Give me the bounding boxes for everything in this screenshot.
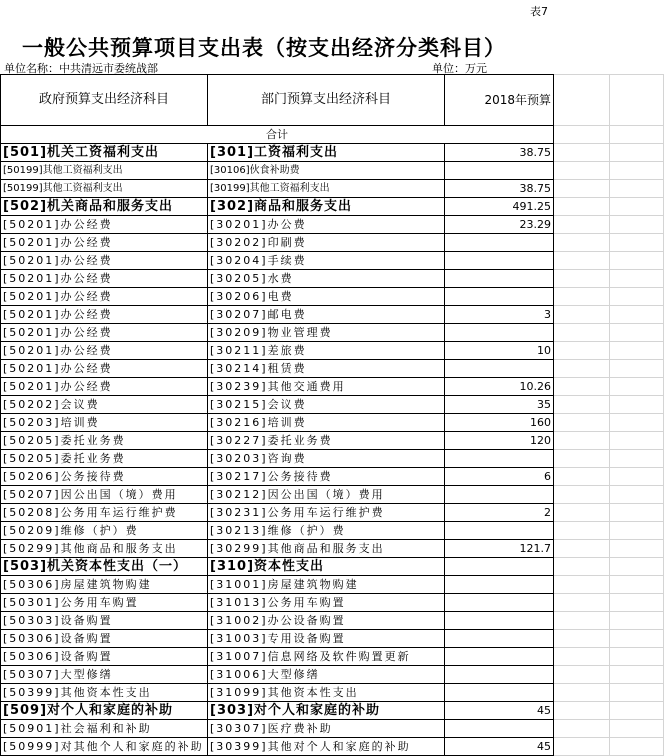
empty-cell — [554, 684, 610, 702]
empty-cell — [610, 540, 664, 558]
table-row — [1, 630, 664, 648]
dept-subject-cell: [31002]办公设备购置 — [208, 612, 445, 630]
gov-subject-cell: [50999]对其他个人和家庭的补助 — [1, 738, 208, 756]
empty-cell — [610, 612, 664, 630]
empty-cell — [554, 180, 610, 198]
budget-amount-cell: 45 — [445, 702, 554, 720]
table-row — [1, 162, 664, 180]
empty-cell — [554, 144, 610, 162]
page-title: 一般公共预算项目支出表（按支出经济分类科目） — [22, 36, 506, 60]
table-row — [1, 720, 664, 738]
empty-cell — [554, 288, 610, 306]
gov-subject-cell: [50303]设备购置 — [1, 612, 208, 630]
table-row — [1, 396, 664, 414]
budget-amount-cell: 38.75 — [445, 180, 554, 198]
header-gov-subject: 政府预算支出经济科目 — [1, 75, 208, 126]
empty-cell — [610, 306, 664, 324]
budget-amount-cell — [445, 720, 554, 738]
gov-subject-cell: [50901]社会福利和补助 — [1, 720, 208, 738]
dept-subject-cell: [303]对个人和家庭的补助 — [208, 702, 445, 720]
budget-amount-cell: 10 — [445, 342, 554, 360]
budget-amount-cell: 35 — [445, 396, 554, 414]
gov-subject-cell: [50299]其他商品和服务支出 — [1, 540, 208, 558]
empty-cell — [610, 450, 664, 468]
gov-subject-cell: [509]对个人和家庭的补助 — [1, 702, 208, 720]
gov-subject-cell: [50208]公务用车运行维护费 — [1, 504, 208, 522]
dept-subject-cell: [31013]公务用车购置 — [208, 594, 445, 612]
gov-subject-cell: [50201]办公经费 — [1, 306, 208, 324]
table-row — [1, 342, 664, 360]
table-row — [1, 360, 664, 378]
empty-cell — [610, 144, 664, 162]
empty-cell — [610, 234, 664, 252]
table-row — [1, 540, 664, 558]
dept-subject-cell: [30207]邮电费 — [208, 306, 445, 324]
gov-subject-cell: [50199]其他工资福利支出 — [1, 162, 208, 180]
budget-amount-cell — [445, 252, 554, 270]
empty-cell — [554, 432, 610, 450]
dept-subject-cell: [30206]电费 — [208, 288, 445, 306]
budget-amount-cell — [445, 360, 554, 378]
gov-subject-cell: [50306]设备购置 — [1, 630, 208, 648]
dept-subject-cell: [31001]房屋建筑物购建 — [208, 576, 445, 594]
gov-subject-cell: [50202]会议费 — [1, 396, 208, 414]
budget-table — [0, 74, 664, 756]
dept-subject-cell: [30204]手续费 — [208, 252, 445, 270]
budget-amount-cell: 2 — [445, 504, 554, 522]
budget-amount-cell: 38.75 — [445, 144, 554, 162]
dept-subject-cell: [30307]医疗费补助 — [208, 720, 445, 738]
budget-amount-cell: 491.25 — [445, 198, 554, 216]
table-row — [1, 378, 664, 396]
budget-amount-cell: 120 — [445, 432, 554, 450]
dept-subject-cell: [30227]委托业务费 — [208, 432, 445, 450]
empty-cell — [610, 738, 664, 756]
empty-cell — [554, 504, 610, 522]
budget-amount-cell — [445, 594, 554, 612]
gov-subject-cell: [503]机关资本性支出（一） — [1, 558, 208, 576]
table-row — [1, 144, 664, 162]
table-number-label: 表7 — [530, 5, 548, 18]
empty-cell — [554, 468, 610, 486]
budget-amount-cell — [445, 684, 554, 702]
gov-subject-cell: [50205]委托业务费 — [1, 450, 208, 468]
budget-amount-cell — [445, 522, 554, 540]
total-label: 合计 — [1, 126, 554, 144]
budget-amount-cell — [445, 270, 554, 288]
empty-cell — [610, 75, 664, 126]
empty-cell — [610, 342, 664, 360]
empty-cell — [554, 342, 610, 360]
gov-subject-cell: [50207]因公出国（境）费用 — [1, 486, 208, 504]
empty-cell — [610, 666, 664, 684]
table-row — [1, 450, 664, 468]
empty-cell — [554, 306, 610, 324]
table-row — [1, 288, 664, 306]
empty-cell — [610, 558, 664, 576]
empty-cell — [610, 630, 664, 648]
table-row — [1, 576, 664, 594]
empty-cell — [610, 324, 664, 342]
empty-cell — [610, 522, 664, 540]
empty-cell — [610, 432, 664, 450]
table-row — [1, 306, 664, 324]
empty-cell — [554, 720, 610, 738]
dept-subject-cell: [30399]其他对个人和家庭的补助 — [208, 738, 445, 756]
empty-cell — [554, 234, 610, 252]
table-row — [1, 234, 664, 252]
empty-cell — [554, 126, 610, 144]
dept-subject-cell: [30211]差旅费 — [208, 342, 445, 360]
empty-cell — [554, 270, 610, 288]
gov-subject-cell: [50201]办公经费 — [1, 288, 208, 306]
table-row — [1, 594, 664, 612]
empty-cell — [610, 720, 664, 738]
empty-cell — [554, 360, 610, 378]
budget-amount-cell: 160 — [445, 414, 554, 432]
table-row — [1, 648, 664, 666]
dept-subject-cell: [30299]其他商品和服务支出 — [208, 540, 445, 558]
budget-amount-cell — [445, 666, 554, 684]
gov-subject-cell: [50206]公务接待费 — [1, 468, 208, 486]
header-row — [1, 75, 664, 126]
table-row — [1, 198, 664, 216]
gov-subject-cell: [50306]设备购置 — [1, 648, 208, 666]
gov-subject-cell: [50201]办公经费 — [1, 252, 208, 270]
budget-amount-cell — [445, 486, 554, 504]
budget-amount-cell — [445, 648, 554, 666]
empty-cell — [610, 288, 664, 306]
table-row — [1, 702, 664, 720]
gov-subject-cell: [50201]办公经费 — [1, 234, 208, 252]
dept-subject-cell: [30231]公务用车运行维护费 — [208, 504, 445, 522]
gov-subject-cell: [50201]办公经费 — [1, 216, 208, 234]
table-row — [1, 738, 664, 756]
empty-cell — [610, 486, 664, 504]
empty-cell — [554, 576, 610, 594]
header-budget: 2018年预算 — [445, 75, 554, 126]
empty-cell — [554, 594, 610, 612]
budget-amount-cell: 6 — [445, 468, 554, 486]
empty-cell — [610, 252, 664, 270]
budget-amount-cell — [445, 576, 554, 594]
empty-cell — [610, 378, 664, 396]
gov-subject-cell: [502]机关商品和服务支出 — [1, 198, 208, 216]
empty-cell — [610, 162, 664, 180]
dept-subject-cell: [30201]办公费 — [208, 216, 445, 234]
empty-cell — [554, 558, 610, 576]
empty-cell — [554, 666, 610, 684]
empty-cell — [554, 396, 610, 414]
table-row — [1, 324, 664, 342]
table-row — [1, 414, 664, 432]
budget-amount-cell — [445, 630, 554, 648]
gov-subject-cell: [50201]办公经费 — [1, 324, 208, 342]
gov-subject-cell: [50399]其他资本性支出 — [1, 684, 208, 702]
dept-subject-cell: [301]工资福利支出 — [208, 144, 445, 162]
gov-subject-cell: [50301]公务用车购置 — [1, 594, 208, 612]
gov-subject-cell: [50201]办公经费 — [1, 342, 208, 360]
empty-cell — [554, 324, 610, 342]
table-row — [1, 522, 664, 540]
dept-subject-cell: [31003]专用设备购置 — [208, 630, 445, 648]
empty-cell — [610, 684, 664, 702]
empty-cell — [554, 162, 610, 180]
budget-amount-cell — [445, 612, 554, 630]
empty-cell — [610, 468, 664, 486]
empty-cell — [554, 450, 610, 468]
empty-cell — [554, 522, 610, 540]
empty-cell — [554, 702, 610, 720]
empty-cell — [610, 360, 664, 378]
empty-cell — [554, 252, 610, 270]
table-row — [1, 666, 664, 684]
dept-subject-cell: [30213]维修（护）费 — [208, 522, 445, 540]
dept-subject-cell: [30209]物业管理费 — [208, 324, 445, 342]
dept-subject-cell: [30239]其他交通费用 — [208, 378, 445, 396]
budget-amount-cell — [445, 450, 554, 468]
empty-cell — [610, 414, 664, 432]
table-row — [1, 612, 664, 630]
gov-subject-cell: [50307]大型修缮 — [1, 666, 208, 684]
empty-cell — [610, 180, 664, 198]
dept-subject-cell: [30214]租赁费 — [208, 360, 445, 378]
gov-subject-cell: [50209]维修（护）费 — [1, 522, 208, 540]
dept-subject-cell: [30212]因公出国（境）费用 — [208, 486, 445, 504]
gov-subject-cell: [50201]办公经费 — [1, 360, 208, 378]
empty-cell — [610, 216, 664, 234]
empty-cell — [554, 486, 610, 504]
budget-amount-cell — [445, 162, 554, 180]
gov-subject-cell: [50201]办公经费 — [1, 270, 208, 288]
empty-cell — [554, 216, 610, 234]
empty-cell — [610, 702, 664, 720]
empty-cell — [610, 576, 664, 594]
empty-cell — [554, 738, 610, 756]
empty-cell — [610, 126, 664, 144]
dept-subject-cell: [31099]其他资本性支出 — [208, 684, 445, 702]
dept-subject-cell: [30199]其他工资福利支出 — [208, 180, 445, 198]
dept-subject-cell: [30205]水费 — [208, 270, 445, 288]
table-row — [1, 216, 664, 234]
empty-cell — [610, 270, 664, 288]
table-row — [1, 504, 664, 522]
budget-amount-cell: 23.29 — [445, 216, 554, 234]
table-row — [1, 558, 664, 576]
budget-amount-cell — [445, 288, 554, 306]
budget-amount-cell: 45 — [445, 738, 554, 756]
table-row — [1, 486, 664, 504]
dept-subject-cell: [31007]信息网络及软件购置更新 — [208, 648, 445, 666]
gov-subject-cell: [50201]办公经费 — [1, 378, 208, 396]
dept-subject-cell: [30216]培训费 — [208, 414, 445, 432]
dept-subject-cell: [30215]会议费 — [208, 396, 445, 414]
budget-amount-cell: 3 — [445, 306, 554, 324]
dept-subject-cell: [310]资本性支出 — [208, 558, 445, 576]
table-row — [1, 468, 664, 486]
gov-subject-cell: [50306]房屋建筑物购建 — [1, 576, 208, 594]
header-dept-subject: 部门预算支出经济科目 — [208, 75, 445, 126]
empty-cell — [554, 648, 610, 666]
currency-unit-label: 单位：万元 — [432, 62, 487, 75]
dept-subject-cell: [302]商品和服务支出 — [208, 198, 445, 216]
empty-cell — [610, 198, 664, 216]
budget-amount-cell: 10.26 — [445, 378, 554, 396]
empty-cell — [554, 198, 610, 216]
empty-cell — [554, 540, 610, 558]
gov-subject-cell: [50199]其他工资福利支出 — [1, 180, 208, 198]
table-row — [1, 252, 664, 270]
empty-cell — [554, 75, 610, 126]
empty-cell — [554, 378, 610, 396]
budget-amount-cell: 121.7 — [445, 540, 554, 558]
total-row — [1, 126, 664, 144]
gov-subject-cell: [50205]委托业务费 — [1, 432, 208, 450]
gov-subject-cell: [50203]培训费 — [1, 414, 208, 432]
table-row — [1, 432, 664, 450]
empty-cell — [554, 414, 610, 432]
gov-subject-cell: [501]机关工资福利支出 — [1, 144, 208, 162]
table-row — [1, 180, 664, 198]
budget-amount-cell — [445, 234, 554, 252]
budget-amount-cell — [445, 558, 554, 576]
unit-name-label: 单位名称：中共清远市委统战部 — [4, 62, 158, 75]
empty-cell — [610, 396, 664, 414]
dept-subject-cell: [30106]伙食补助费 — [208, 162, 445, 180]
dept-subject-cell: [30202]印刷费 — [208, 234, 445, 252]
empty-cell — [610, 504, 664, 522]
empty-cell — [554, 630, 610, 648]
empty-cell — [610, 594, 664, 612]
empty-cell — [554, 612, 610, 630]
dept-subject-cell: [30203]咨询费 — [208, 450, 445, 468]
dept-subject-cell: [31006]大型修缮 — [208, 666, 445, 684]
table-row — [1, 270, 664, 288]
empty-cell — [610, 648, 664, 666]
dept-subject-cell: [30217]公务接待费 — [208, 468, 445, 486]
table-row — [1, 684, 664, 702]
budget-amount-cell — [445, 324, 554, 342]
